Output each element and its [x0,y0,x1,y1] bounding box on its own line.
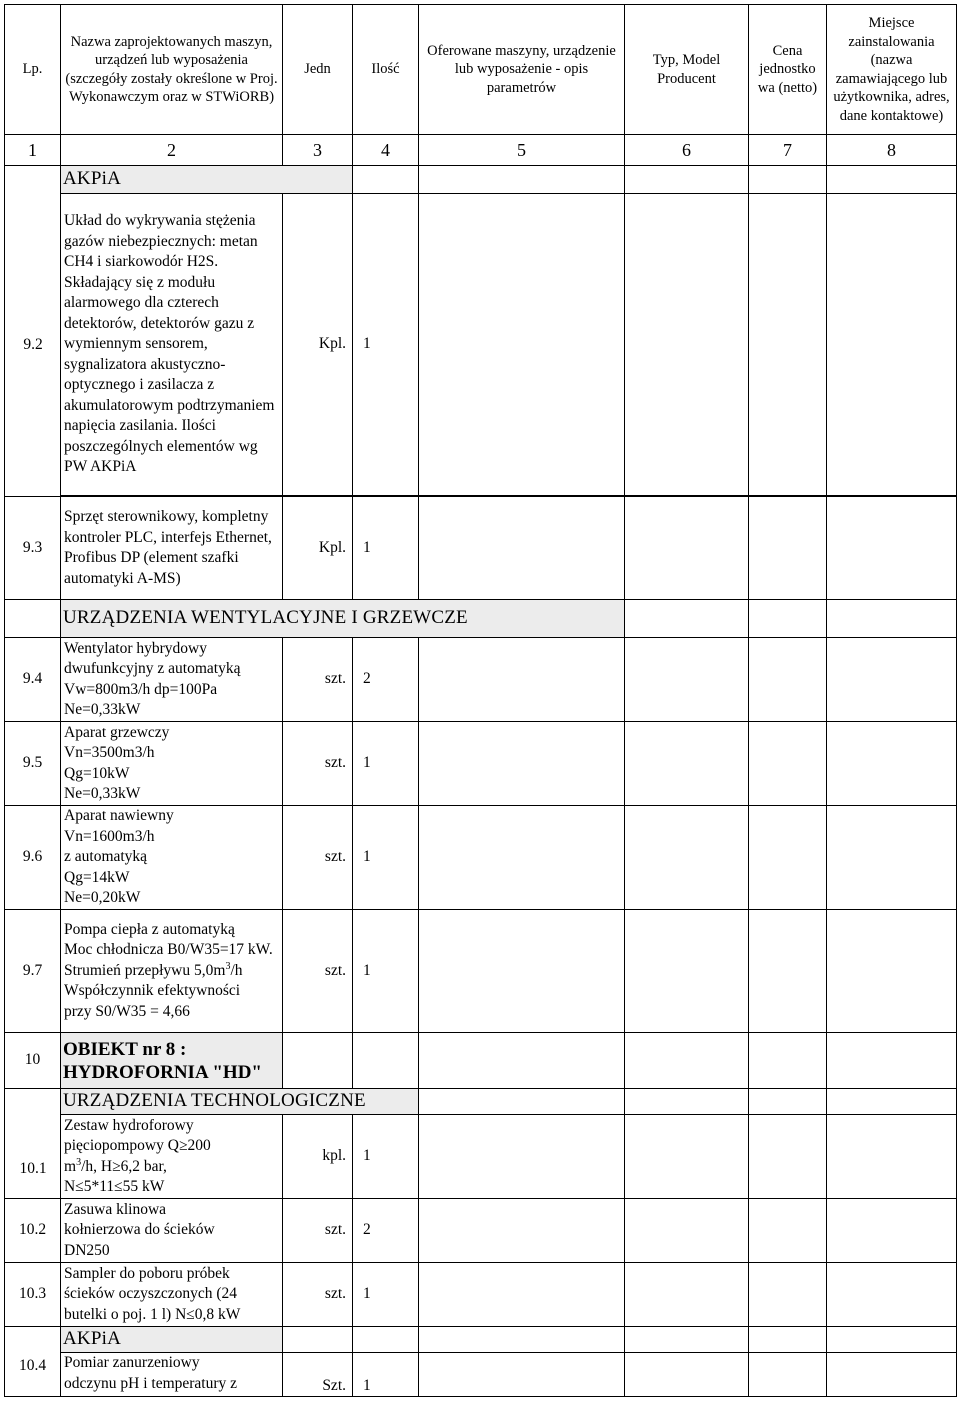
section-row [5,600,957,638]
item-lp: 9.7 [5,910,61,1033]
colnum: 5 [419,135,625,166]
item-lp: 10.3 [5,1263,61,1327]
colnum: 1 [5,135,61,166]
item-qty: 1 [353,1353,419,1397]
item-description: Zestaw hydroforowy pięciopompowy Q≥200 $m^3/h$, H≥6,2 bar, N≤5*11≤55 kW [61,1115,283,1199]
section-row [5,166,957,194]
header-price: Cena jednostko wa (netto) [749,5,827,135]
item-lp: 10 [5,1033,61,1089]
item-unit: szt. [283,722,353,806]
header-name: Nazwa zaprojektowanych maszyn, urządzeń lub wyposażenia (szczegóły zostały określone w Proj. Wykonawczym oraz w STWiORB) [61,5,283,135]
item-description: Zasuwa klinowa kołnierzowa do ścieków DN250 [61,1199,283,1263]
table-row [5,806,957,910]
colnum: 6 [625,135,749,166]
table-row [5,1263,957,1327]
header-row [5,5,957,135]
equipment-table [4,4,957,1397]
section-title-akpia: AKPiA [61,1327,283,1353]
item-qty: 1 [353,722,419,806]
item-lp: 9.3 [5,497,61,600]
item-unit: Szt. [283,1353,353,1397]
item-qty: 1 [353,806,419,910]
item-lp: 10.4 [5,1327,61,1397]
item-unit: kpl. [283,1115,353,1199]
header-jedn: Jedn [283,5,353,135]
item-unit: Kpl. [283,497,353,600]
colnum: 8 [827,135,957,166]
section-row [5,1089,957,1115]
item-qty: 1 [353,1263,419,1327]
colnum: 4 [353,135,419,166]
table-row [5,497,957,600]
header-place: Miejsce zainstalowania (nazwa zamawiającego lub użytkownika, adres, dane kontaktowe) [827,5,957,135]
section-title-wentylacja: URZĄDZENIA WENTYLACYJNE I GRZEWCZE [61,600,625,638]
item-lp: 9.2 [23,336,43,353]
item-unit: Kpl. [283,194,353,496]
item-description: Sprzęt sterownikowy, kompletny kontroler PLC, interfejs Ethernet, Profibus DP (element szafki automatyki A-MS) [61,497,283,600]
item-qty: 1 [353,910,419,1033]
object-row [5,1033,957,1089]
header-type: Typ, Model Producent [625,5,749,135]
item-description: Pomiar zanurzeniowy odczynu pH i temperatury z [61,1353,283,1397]
table-row [5,1353,957,1397]
table-row [5,722,957,806]
section-title-akpia: AKPiA [61,166,353,194]
item-unit: szt. [283,1199,353,1263]
table-row [5,638,957,722]
item-description: Aparat nawiewny Vn=1600m3/h z automatyką Qg=14kW Ne=0,20kW [61,806,283,910]
item-unit: szt. [283,910,353,1033]
header-ilosc: Ilość [353,5,419,135]
item-qty: 2 [353,1199,419,1263]
section-title-technologiczne: URZĄDZENIA TECHNOLOGICZNE [61,1089,419,1115]
colnum: 3 [283,135,353,166]
item-description: Układ do wykrywania stężenia gazów niebezpiecznych: metan CH4 i siarkowodór H2S. Składający się z modułu alarmowego dla czterech detektorów, detektorów gazu z wymiennym sensorem, sygnalizatora akustyczno-optycznego i zasilacza z akumulatorowym podtrzymaniem napięcia zasilania. Ilości poszczególnych elementów wg PW AKPiA [61,194,283,496]
item-lp: 10.2 [5,1199,61,1263]
item-qty: 1 [353,1115,419,1199]
item-unit: szt. [283,1263,353,1327]
item-lp: 10.1 [19,1160,47,1177]
item-description: Sampler do poboru próbek ścieków oczyszczonych (24 butelki o poj. 1 l) N≤0,8 kW [61,1263,283,1327]
item-qty: 1 [353,497,419,600]
item-description: Wentylator hybrydowy dwufunkcyjny z automatyką Vw=800m3/h dp=100Pa Ne=0,33kW [61,638,283,722]
table-row [5,1115,957,1199]
column-numbers-row [5,135,957,166]
table-row [5,910,957,1033]
header-offered: Oferowane maszyny, urządzenie lub wyposażenie - opis parametrów [419,5,625,135]
item-lp: 9.4 [5,638,61,722]
colnum: 7 [749,135,827,166]
table-row [5,1199,957,1263]
item-lp: 9.6 [5,806,61,910]
item-description: Aparat grzewczy Vn=3500m3/h Qg=10kW Ne=0,33kW [61,722,283,806]
item-qty: 2 [353,638,419,722]
item-description: Pompa ciepła z automatyką Moc chłodnicza B0/W35=17 kW. Strumień przepływu $5,0m^3/h$ Współczynnik efektywności przy S0/W35 = 4,66 [61,910,283,1033]
item-lp: 9.5 [5,722,61,806]
table-row [5,194,957,496]
object-title: OBIEKT nr 8 : HYDROFORNIA "HD" [61,1033,283,1089]
item-qty: 1 [353,194,419,496]
header-lp: Lp. [5,5,61,135]
colnum: 2 [61,135,283,166]
section-row [5,1327,957,1353]
item-unit: szt. [283,638,353,722]
item-unit: szt. [283,806,353,910]
